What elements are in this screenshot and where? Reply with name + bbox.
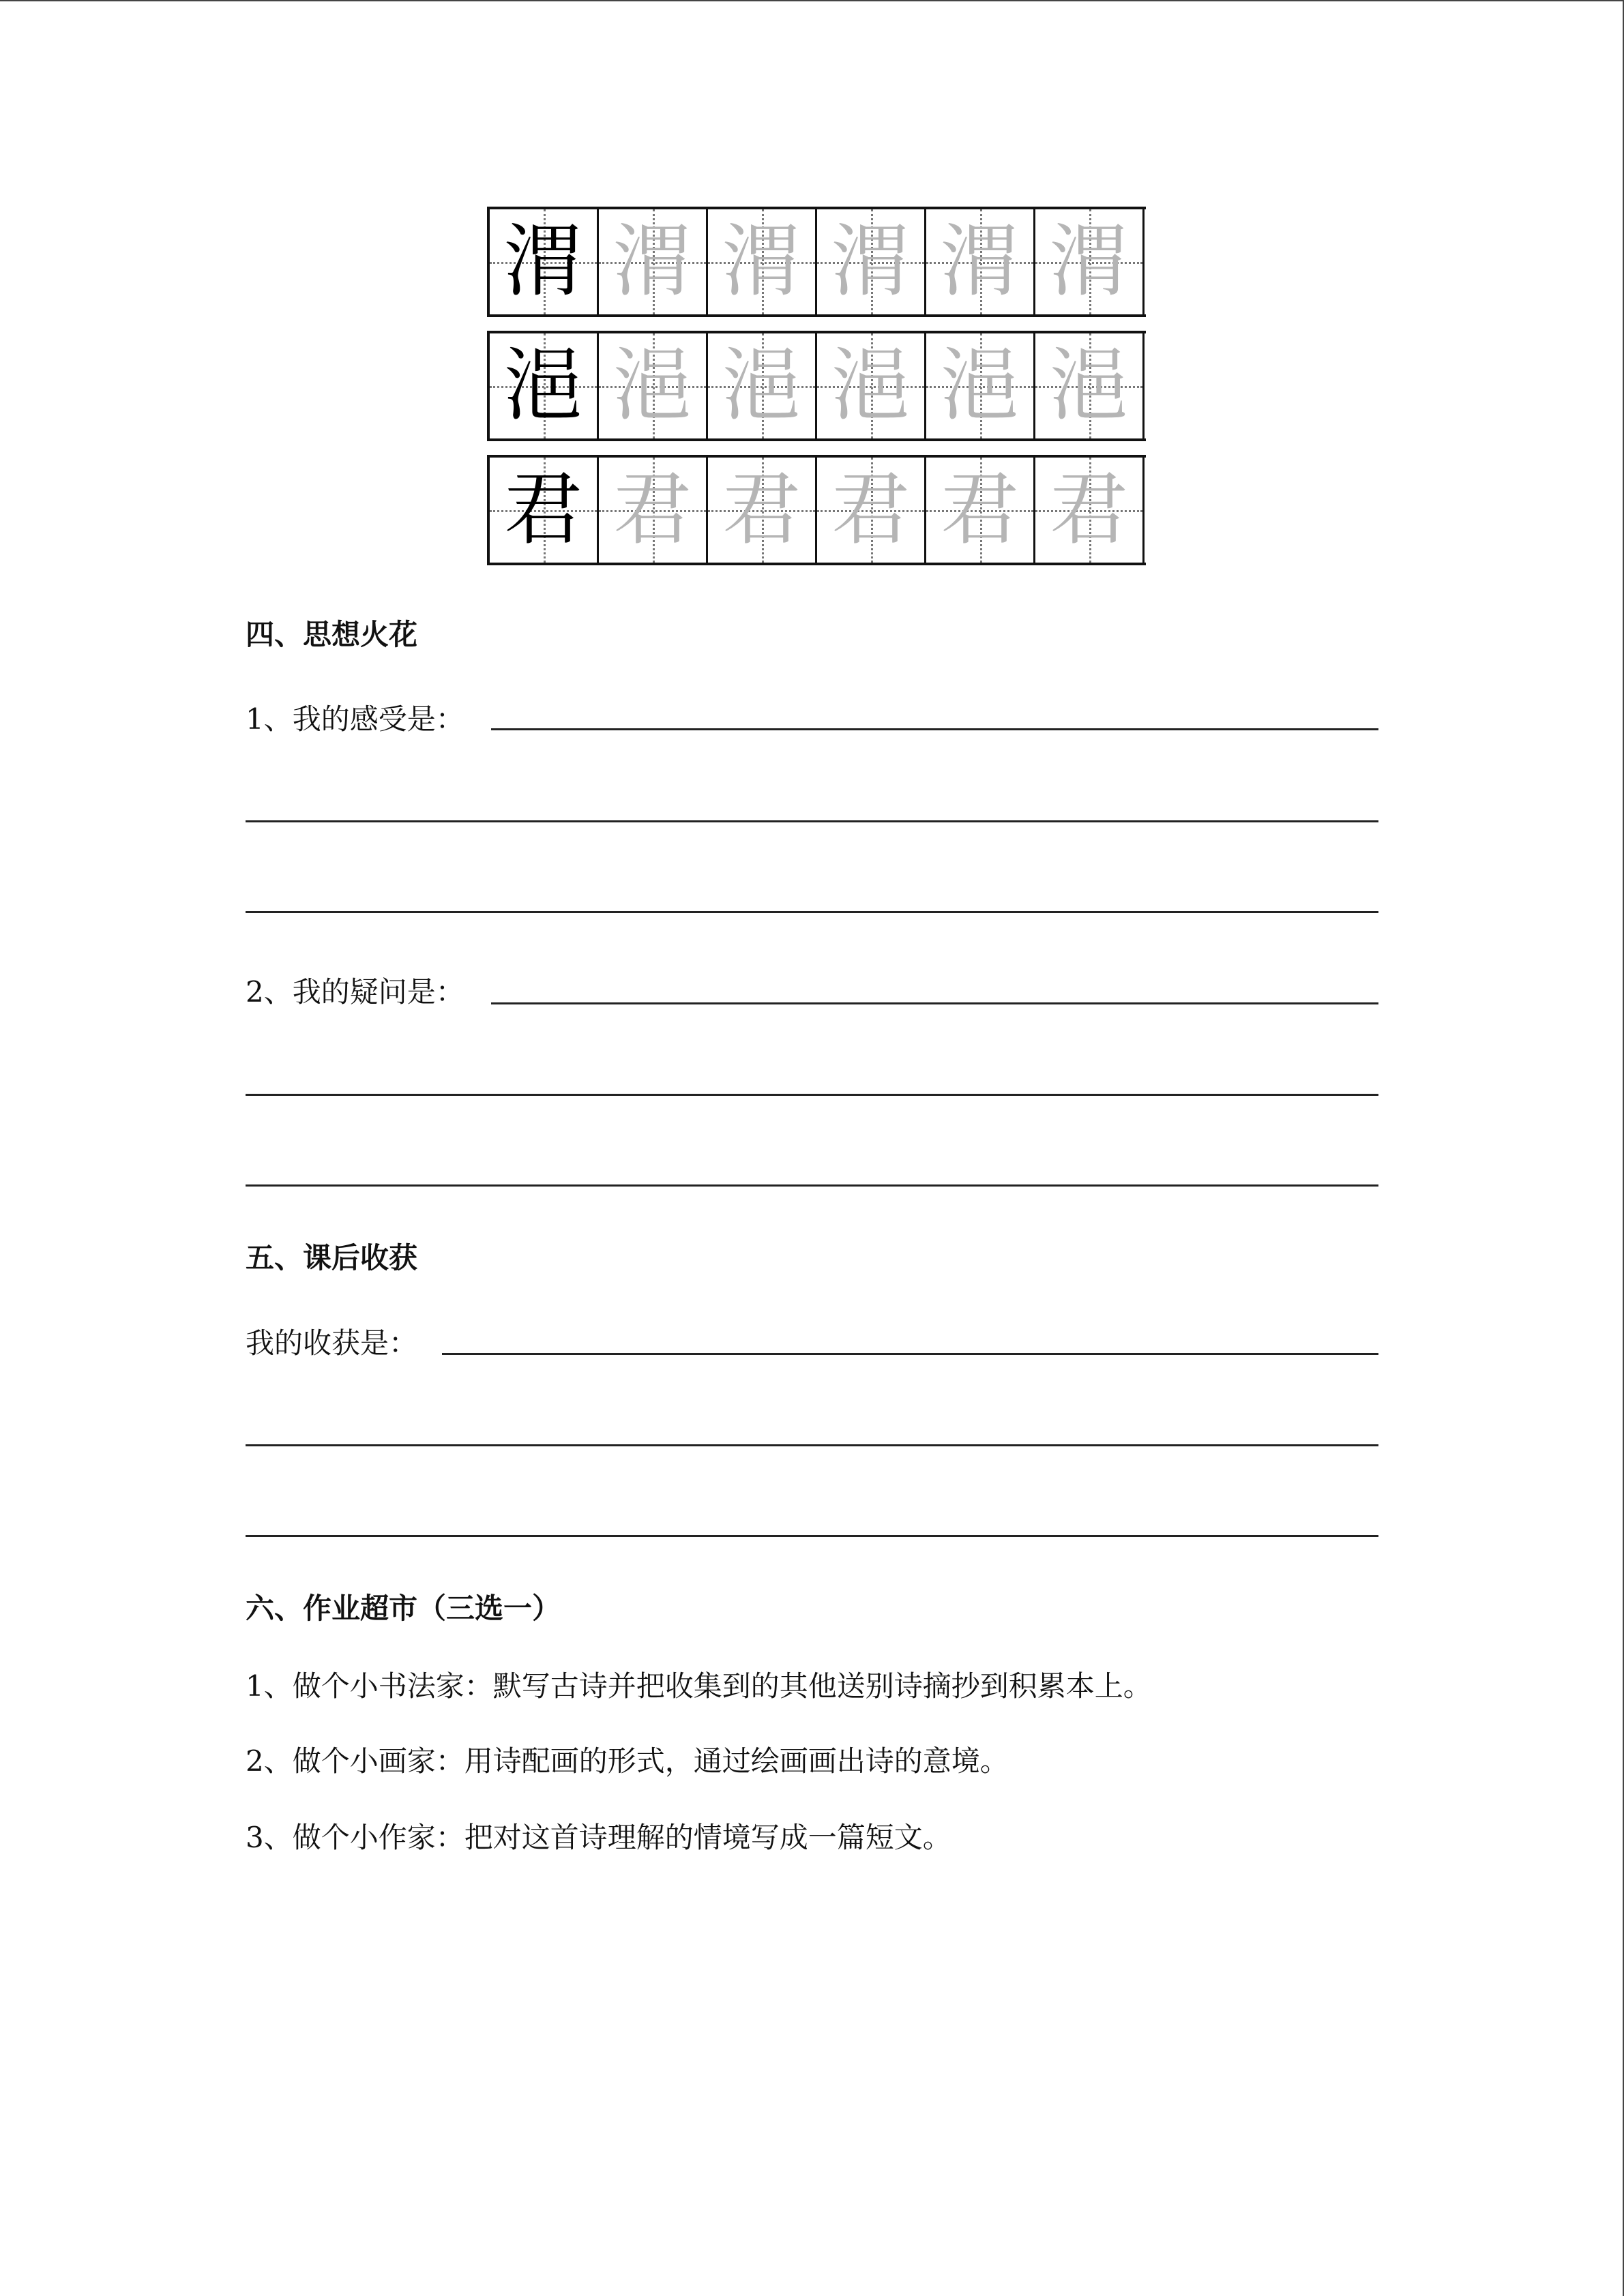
trace-cell[interactable] <box>708 458 817 563</box>
trace-cell[interactable] <box>817 209 926 314</box>
trace-character: 浥 <box>831 340 911 432</box>
trace-cell[interactable] <box>1035 333 1145 438</box>
trace-character: 君 <box>940 464 1020 556</box>
trace-cell[interactable] <box>708 209 817 314</box>
trace-character: 渭 <box>612 215 692 308</box>
trace-character: 浥 <box>1049 340 1129 432</box>
model-cell <box>490 458 599 563</box>
trace-character: 浥 <box>722 340 801 432</box>
feeling-answer-line[interactable] <box>246 911 1378 913</box>
page-border-top <box>0 0 1624 1</box>
question-label: 2、我的疑问是： <box>246 975 464 1009</box>
practice-row <box>487 207 1146 317</box>
question-answer-line[interactable] <box>246 1184 1378 1187</box>
homework-option: 3、做个小作家：把对这首诗理解的情境写成一篇短文。 <box>246 1821 951 1854</box>
trace-character: 渭 <box>1049 215 1129 308</box>
trace-cell[interactable] <box>926 333 1035 438</box>
trace-character: 浥 <box>940 340 1020 432</box>
trace-cell[interactable] <box>1035 458 1145 563</box>
model-character: 君 <box>503 464 583 556</box>
section6-title: 六、作业超市（三选一） <box>246 1592 561 1625</box>
trace-cell[interactable] <box>708 333 817 438</box>
trace-cell[interactable] <box>599 458 708 563</box>
feeling-answer-line[interactable] <box>246 820 1378 822</box>
trace-character: 渭 <box>722 215 801 308</box>
trace-character: 渭 <box>940 215 1020 308</box>
model-character: 浥 <box>503 340 583 432</box>
trace-character: 君 <box>1049 464 1129 556</box>
question-answer-line[interactable] <box>246 1094 1378 1096</box>
trace-character: 浥 <box>612 340 692 432</box>
trace-character: 君 <box>612 464 692 556</box>
homework-option: 1、做个小书法家：默写古诗并把收集到的其他送别诗摘抄到积累本上。 <box>246 1669 1152 1703</box>
harvest-answer-line[interactable] <box>246 1444 1378 1446</box>
trace-cell[interactable] <box>926 209 1035 314</box>
model-cell <box>490 333 599 438</box>
model-cell <box>490 209 599 314</box>
feeling-answer-line[interactable] <box>491 728 1378 730</box>
question-answer-line[interactable] <box>491 1002 1378 1004</box>
section5-title: 五、课后收获 <box>246 1241 418 1274</box>
trace-character: 渭 <box>831 215 911 308</box>
harvest-label: 我的收获是： <box>246 1326 418 1360</box>
trace-cell[interactable] <box>817 458 926 563</box>
practice-row <box>487 455 1146 565</box>
homework-option: 2、做个小画家：用诗配画的形式，通过绘画画出诗的意境。 <box>246 1744 1009 1778</box>
section4-title: 四、思想火花 <box>246 618 418 651</box>
trace-cell[interactable] <box>1035 209 1145 314</box>
trace-cell[interactable] <box>817 333 926 438</box>
trace-character: 君 <box>722 464 801 556</box>
trace-cell[interactable] <box>599 333 708 438</box>
trace-cell[interactable] <box>926 458 1035 563</box>
trace-character: 君 <box>831 464 911 556</box>
feeling-label: 1、我的感受是： <box>246 702 464 736</box>
harvest-answer-line[interactable] <box>246 1535 1378 1537</box>
harvest-answer-line[interactable] <box>442 1353 1378 1355</box>
model-character: 渭 <box>503 215 583 308</box>
character-practice-grid <box>487 207 1146 579</box>
trace-cell[interactable] <box>599 209 708 314</box>
practice-row <box>487 331 1146 441</box>
